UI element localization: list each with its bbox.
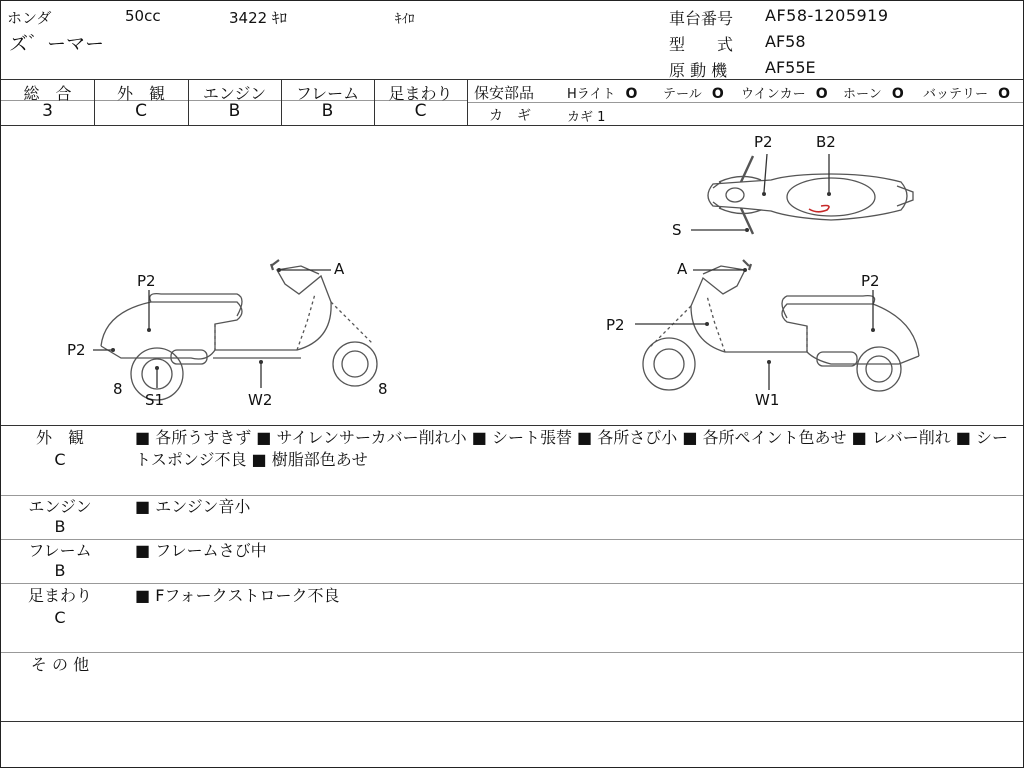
divider bbox=[1, 425, 1023, 426]
diagram-label-8: 8 bbox=[113, 380, 123, 398]
diagram-label-w2: W2 bbox=[248, 391, 273, 409]
safety-item-mark: O bbox=[711, 86, 724, 102]
grade-value: B bbox=[228, 101, 241, 121]
engine-label: 原 動 機 bbox=[669, 61, 728, 80]
displacement: 50cc bbox=[125, 7, 161, 25]
scooter-left-view bbox=[93, 260, 377, 400]
divider bbox=[1, 583, 1023, 584]
divider bbox=[1, 721, 1023, 722]
grade-label: エンジン bbox=[202, 84, 267, 103]
safety-item-mark: O bbox=[891, 86, 904, 102]
key-value: カギ 1 bbox=[567, 110, 606, 125]
grade-value: C bbox=[414, 101, 427, 121]
diagram-label-a: A bbox=[334, 260, 345, 278]
safety-item-headlight bbox=[567, 83, 637, 102]
safety-item-mark: O bbox=[815, 86, 828, 102]
diagram-label-s: S bbox=[672, 221, 682, 239]
section-text: ■ 各所うすきず ■ サイレンサーカバー削れ小 ■ シート張替 ■ 各所さび小 ■ 各所ペイント色あせ ■ レバー削れ ■ シートスポンジ不良 ■ 樹脂部色あせ bbox=[135, 428, 1008, 469]
safety-item-horn bbox=[843, 83, 904, 102]
type-label: 型 式 bbox=[669, 35, 734, 54]
safety-item-label: ウインカー bbox=[741, 87, 806, 102]
grade-value: B bbox=[321, 101, 334, 121]
section-grade: B bbox=[54, 517, 66, 536]
grade-label: フレーム bbox=[295, 84, 360, 103]
grade-label: 足まわり bbox=[388, 84, 453, 103]
diagram-label-a: A bbox=[677, 260, 688, 278]
safety-item-label: テール bbox=[663, 87, 702, 102]
mileage-unit: ｷｲﾛ bbox=[395, 12, 415, 27]
grade-overall bbox=[1, 79, 94, 125]
section-grade: C bbox=[54, 608, 66, 627]
section-label: そ の 他 bbox=[30, 655, 90, 674]
diagram-label-b2: B2 bbox=[816, 133, 836, 151]
safety-item-label: Hライト bbox=[567, 87, 616, 102]
safety-item-battery bbox=[923, 83, 1010, 102]
diagram-label-p2: P2 bbox=[67, 341, 86, 359]
diagram-label-p2: P2 bbox=[754, 133, 773, 151]
grade-exterior bbox=[94, 79, 188, 125]
diagram-label-w1: W1 bbox=[755, 391, 780, 409]
grade-value: 3 bbox=[42, 101, 53, 121]
section-label: 外 観 bbox=[35, 428, 84, 447]
section-text: ■ エンジン音小 bbox=[135, 497, 251, 516]
section-label: 足まわり bbox=[27, 586, 92, 605]
diagram-label-8: 8 bbox=[378, 380, 388, 398]
safety-item-tail bbox=[663, 83, 724, 102]
grade-frame bbox=[281, 79, 374, 125]
damage-diagram bbox=[1, 126, 1023, 424]
safety-title: 保安部品 bbox=[474, 84, 535, 102]
maker: ホンダ bbox=[7, 9, 52, 27]
section-label: フレーム bbox=[28, 541, 92, 560]
grade-suspension bbox=[374, 79, 467, 125]
diagram-label-p2: P2 bbox=[606, 316, 625, 334]
type-value: AF58 bbox=[765, 32, 806, 51]
mileage: 3422 ｷﾛ bbox=[229, 9, 287, 27]
diagram-label-p2: P2 bbox=[137, 272, 156, 290]
section-grade: C bbox=[54, 450, 66, 469]
safety-item-mark: O bbox=[625, 86, 638, 102]
grade-value: C bbox=[135, 101, 147, 121]
section-text: ■ フレームさび中 bbox=[135, 541, 267, 560]
engine-value: AF55E bbox=[765, 58, 816, 77]
diagram-label-s1: S1 bbox=[145, 391, 165, 409]
frame-no-label: 車台番号 bbox=[669, 9, 734, 28]
divider bbox=[1, 652, 1023, 653]
safety-item-winker bbox=[741, 83, 828, 102]
diagram-label-p2: P2 bbox=[861, 272, 880, 290]
scooter-top-view bbox=[691, 154, 913, 234]
divider bbox=[467, 102, 1023, 103]
key-label: カ ギ bbox=[489, 108, 531, 124]
grade-label: 総 合 bbox=[23, 84, 72, 103]
grade-engine bbox=[188, 79, 281, 125]
safety-item-label: バッテリー bbox=[923, 87, 989, 102]
section-label: エンジン bbox=[28, 497, 92, 516]
section-text: ■ Fフォークストローク不良 bbox=[135, 586, 340, 605]
grade-label: 外 観 bbox=[116, 84, 165, 103]
model-name: ズ゛ーマー bbox=[9, 33, 105, 55]
frame-no: AF58-1205919 bbox=[765, 6, 889, 25]
safety-item-mark: O bbox=[998, 86, 1011, 102]
divider bbox=[467, 79, 468, 125]
safety-item-label: ホーン bbox=[843, 87, 882, 102]
section-grade: B bbox=[54, 561, 66, 580]
